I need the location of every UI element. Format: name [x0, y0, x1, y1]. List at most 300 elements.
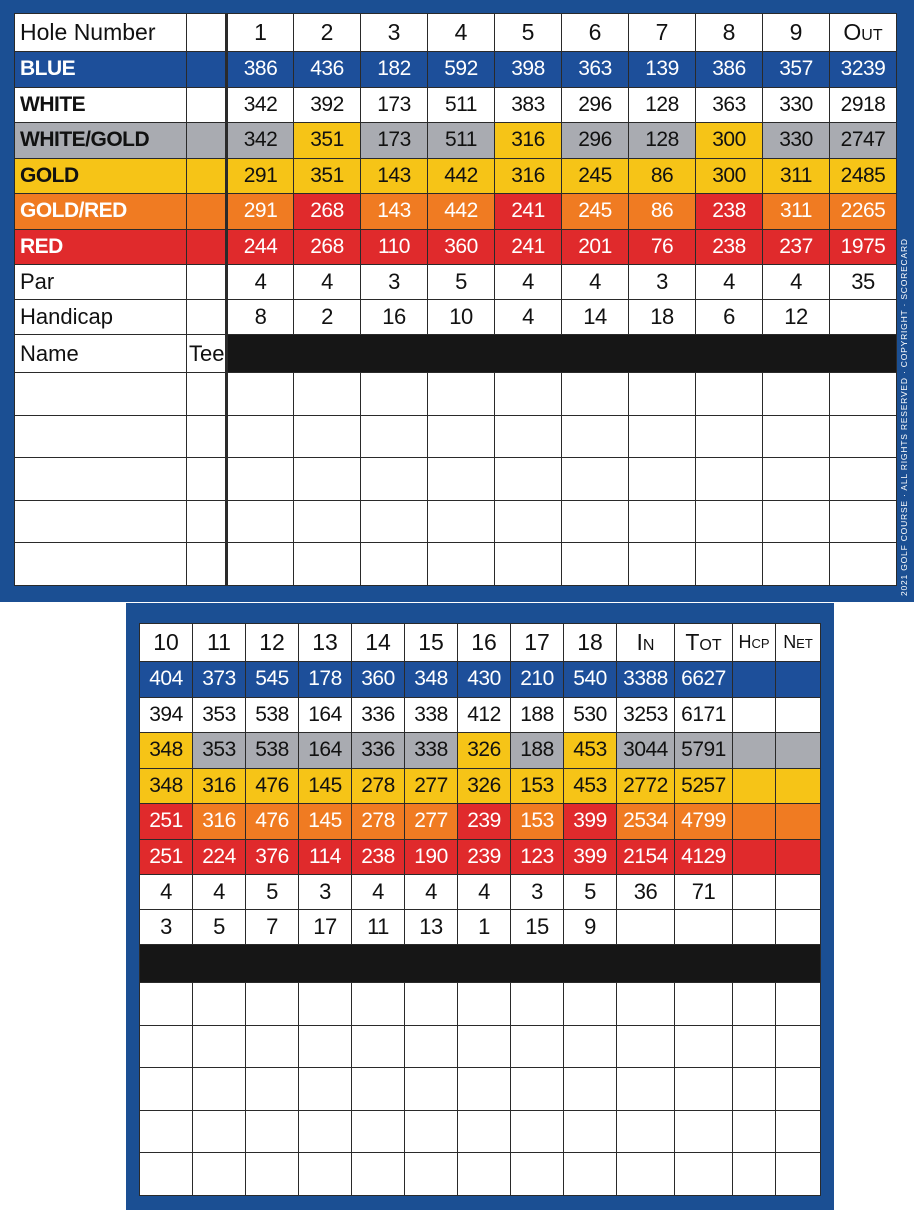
score-entry-cell[interactable] [352, 1110, 405, 1153]
player-score-row [15, 500, 897, 543]
hcp-entry-cell[interactable] [733, 804, 776, 840]
score-entry-cell[interactable] [617, 1025, 675, 1068]
hcp-entry-cell[interactable] [733, 839, 776, 875]
score-entry-cell[interactable] [246, 1110, 299, 1153]
score-entry-cell[interactable] [830, 458, 897, 501]
tee-name-label: WHITE/GOLD [15, 123, 187, 159]
score-entry-cell[interactable] [763, 415, 830, 458]
score-entry-cell[interactable] [763, 458, 830, 501]
yardage-cell: 128 [629, 123, 696, 159]
yardage-cell: 348 [405, 662, 458, 698]
yardage-cell: 296 [562, 87, 629, 123]
net-entry-cell[interactable] [776, 733, 821, 769]
score-entry-cell[interactable] [193, 983, 246, 1026]
score-entry-cell[interactable] [299, 1153, 352, 1196]
player-tee-cell[interactable] [187, 373, 227, 416]
score-entry-cell[interactable] [458, 1068, 511, 1111]
score-entry-cell[interactable] [511, 983, 564, 1026]
score-entry-cell[interactable] [246, 1153, 299, 1196]
score-entry-cell[interactable] [140, 1068, 193, 1111]
yardage-cell: 540 [564, 662, 617, 698]
par-in-cell: 36 [617, 875, 675, 910]
score-entry-cell[interactable] [428, 415, 495, 458]
player-score-row-back [140, 1153, 821, 1196]
score-entry-cell[interactable] [405, 1153, 458, 1196]
yardage-cell: 239 [458, 839, 511, 875]
score-entry-cell[interactable] [562, 458, 629, 501]
score-entry-cell[interactable] [830, 415, 897, 458]
score-entry-cell[interactable] [564, 1153, 617, 1196]
yardage-cell: 237 [763, 229, 830, 265]
hole-number-cell: 1 [227, 14, 294, 52]
score-entry-cell[interactable] [830, 373, 897, 416]
par-cell: 3 [511, 875, 564, 910]
net-entry-cell[interactable] [776, 875, 821, 910]
net-entry-cell[interactable] [776, 662, 821, 698]
score-entry-cell[interactable] [294, 415, 361, 458]
score-entry-cell[interactable] [629, 543, 696, 586]
yardage-cell: 373 [193, 662, 246, 698]
score-entry-cell[interactable] [696, 415, 763, 458]
yardage-cell: 128 [629, 87, 696, 123]
copyright-notice: © 2021 GOLF COURSE · ALL RIGHTS RESERVED · COPYRIGHT · SCORECARD [899, 238, 909, 610]
yardage-cell: 278 [352, 804, 405, 840]
yardage-cell: 392 [294, 87, 361, 123]
score-entry-cell[interactable] [227, 415, 294, 458]
yardage-cell: 139 [629, 52, 696, 88]
hole-number-cell: 9 [763, 14, 830, 52]
score-entry-cell[interactable] [361, 373, 428, 416]
in-total-cell: 3388 [617, 662, 675, 698]
score-entry-cell[interactable] [675, 1068, 733, 1111]
grand-total-cell: 4799 [675, 804, 733, 840]
score-entry-cell[interactable] [733, 1153, 776, 1196]
yardage-cell: 110 [361, 229, 428, 265]
handicap-cell: 14 [562, 300, 629, 335]
score-entry-cell[interactable] [227, 373, 294, 416]
par-cell: 4 [458, 875, 511, 910]
tee-row-back-white [140, 697, 821, 733]
handicap-cell: 9 [564, 910, 617, 945]
name-column-label: Name [15, 335, 187, 373]
yardage-cell: 300 [696, 123, 763, 159]
yardage-cell: 277 [405, 768, 458, 804]
hole-number-cell: 6 [562, 14, 629, 52]
grand-total-cell: 5257 [675, 768, 733, 804]
hole-number-cell: 13 [299, 624, 352, 662]
divider-row-back [140, 945, 821, 983]
score-entry-cell[interactable] [763, 373, 830, 416]
score-entry-cell[interactable] [294, 500, 361, 543]
yardage-cell: 511 [428, 87, 495, 123]
yardage-cell: 398 [495, 52, 562, 88]
yardage-cell: 342 [227, 87, 294, 123]
tee-name-label: BLUE [15, 52, 187, 88]
score-entry-cell[interactable] [511, 1068, 564, 1111]
hcp-entry-cell[interactable] [733, 662, 776, 698]
par-cell: 3 [361, 265, 428, 300]
par-cell: 4 [696, 265, 763, 300]
yardage-cell: 123 [511, 839, 564, 875]
grand-total-cell: 6171 [675, 697, 733, 733]
hcp-header: Hcp [733, 624, 776, 662]
score-entry-cell[interactable] [629, 458, 696, 501]
hole-number-cell: 11 [193, 624, 246, 662]
player-name-cell[interactable] [15, 415, 187, 458]
in-total-cell: 2154 [617, 839, 675, 875]
yardage-cell: 173 [361, 123, 428, 159]
yardage-cell: 351 [294, 123, 361, 159]
score-entry-cell[interactable] [246, 1025, 299, 1068]
player-name-cell[interactable] [15, 458, 187, 501]
score-entry-cell[interactable] [696, 458, 763, 501]
score-entry-cell[interactable] [140, 1110, 193, 1153]
yardage-cell: 336 [352, 697, 405, 733]
yardage-cell: 238 [352, 839, 405, 875]
score-entry-cell[interactable] [562, 543, 629, 586]
hcp-entry-cell[interactable] [733, 875, 776, 910]
yardage-cell: 342 [227, 123, 294, 159]
score-entry-cell[interactable] [352, 1025, 405, 1068]
yardage-cell: 363 [696, 87, 763, 123]
tee-name-label: GOLD [15, 158, 187, 194]
tee-spacer-cell [187, 300, 227, 335]
score-entry-cell[interactable] [733, 1068, 776, 1111]
score-entry-cell[interactable] [776, 1025, 821, 1068]
yardage-cell: 394 [140, 697, 193, 733]
par-cell: 3 [299, 875, 352, 910]
score-entry-cell[interactable] [352, 983, 405, 1026]
score-entry-cell[interactable] [562, 373, 629, 416]
tee-row-back-gold [140, 768, 821, 804]
par-cell: 5 [246, 875, 299, 910]
par-cell: 5 [428, 265, 495, 300]
hole-number-row [15, 14, 897, 52]
tee-row-back-blue [140, 662, 821, 698]
score-entry-cell[interactable] [629, 373, 696, 416]
yardage-cell: 386 [227, 52, 294, 88]
score-entry-cell[interactable] [617, 1068, 675, 1111]
score-entry-cell[interactable] [428, 458, 495, 501]
score-entry-cell[interactable] [352, 1068, 405, 1111]
score-entry-cell[interactable] [193, 1110, 246, 1153]
par-cell: 4 [294, 265, 361, 300]
yardage-cell: 251 [140, 839, 193, 875]
score-entry-cell[interactable] [227, 458, 294, 501]
hcp-entry-cell[interactable] [733, 910, 776, 945]
yardage-cell: 241 [495, 194, 562, 230]
score-entry-cell[interactable] [675, 1025, 733, 1068]
score-entry-cell[interactable] [294, 458, 361, 501]
score-entry-cell[interactable] [617, 1153, 675, 1196]
hole-number-cell: 15 [405, 624, 458, 662]
score-entry-cell[interactable] [776, 1068, 821, 1111]
par-cell: 4 [495, 265, 562, 300]
yardage-cell: 210 [511, 662, 564, 698]
score-entry-cell[interactable] [405, 1025, 458, 1068]
score-entry-cell[interactable] [675, 983, 733, 1026]
score-entry-cell[interactable] [246, 983, 299, 1026]
tee-spacer-cell [187, 194, 227, 230]
yardage-cell: 404 [140, 662, 193, 698]
yardage-cell: 153 [511, 768, 564, 804]
grand-total-cell: 6627 [675, 662, 733, 698]
net-entry-cell[interactable] [776, 839, 821, 875]
tee-spacer-cell [187, 14, 227, 52]
score-entry-cell[interactable] [246, 1068, 299, 1111]
yardage-cell: 430 [458, 662, 511, 698]
score-entry-cell[interactable] [830, 500, 897, 543]
tee-row-back-wg [140, 733, 821, 769]
yardage-cell: 330 [763, 87, 830, 123]
yardage-cell: 241 [495, 229, 562, 265]
par-row [15, 265, 897, 300]
yardage-cell: 291 [227, 158, 294, 194]
yardage-cell: 363 [562, 52, 629, 88]
score-entry-cell[interactable] [617, 983, 675, 1026]
yardage-cell: 348 [140, 768, 193, 804]
yardage-cell: 76 [629, 229, 696, 265]
score-entry-cell[interactable] [629, 500, 696, 543]
par-tot-cell: 71 [675, 875, 733, 910]
hole-number-cell: 16 [458, 624, 511, 662]
yardage-cell: 224 [193, 839, 246, 875]
score-entry-cell[interactable] [564, 1068, 617, 1111]
score-entry-cell[interactable] [562, 415, 629, 458]
par-cell: 4 [140, 875, 193, 910]
score-entry-cell[interactable] [294, 373, 361, 416]
player-name-cell[interactable] [15, 500, 187, 543]
tee-spacer-cell [187, 265, 227, 300]
score-entry-cell[interactable] [629, 415, 696, 458]
handicap-cell: 13 [405, 910, 458, 945]
score-entry-cell[interactable] [299, 983, 352, 1026]
handicap-cell: 8 [227, 300, 294, 335]
score-entry-cell[interactable] [140, 1025, 193, 1068]
yardage-cell: 300 [696, 158, 763, 194]
score-entry-cell[interactable] [776, 1110, 821, 1153]
score-entry-cell[interactable] [776, 1153, 821, 1196]
score-entry-cell[interactable] [495, 415, 562, 458]
yardage-cell: 201 [562, 229, 629, 265]
par-cell: 4 [193, 875, 246, 910]
score-entry-cell[interactable] [299, 1025, 352, 1068]
yardage-cell: 442 [428, 194, 495, 230]
handicap-cell: 15 [511, 910, 564, 945]
score-entry-cell[interactable] [733, 983, 776, 1026]
hole-number-cell: 17 [511, 624, 564, 662]
score-entry-cell[interactable] [428, 543, 495, 586]
yardage-cell: 311 [763, 158, 830, 194]
score-entry-cell[interactable] [361, 500, 428, 543]
player-name-cell[interactable] [15, 373, 187, 416]
score-entry-cell[interactable] [140, 983, 193, 1026]
score-entry-cell[interactable] [562, 500, 629, 543]
score-entry-cell[interactable] [776, 983, 821, 1026]
hcp-entry-cell[interactable] [733, 768, 776, 804]
score-entry-cell[interactable] [405, 983, 458, 1026]
name-header-row [15, 335, 897, 373]
yardage-cell: 291 [227, 194, 294, 230]
player-name-cell[interactable] [15, 543, 187, 586]
score-entry-cell[interactable] [193, 1068, 246, 1111]
score-entry-cell[interactable] [458, 1153, 511, 1196]
handicap-cell: 3 [140, 910, 193, 945]
score-entry-cell[interactable] [696, 373, 763, 416]
hole-number-row-back [140, 624, 821, 662]
score-entry-cell[interactable] [140, 1153, 193, 1196]
tee-spacer-cell [187, 158, 227, 194]
yardage-cell: 592 [428, 52, 495, 88]
score-entry-cell[interactable] [361, 458, 428, 501]
yardage-cell: 316 [193, 768, 246, 804]
handicap-cell: 2 [294, 300, 361, 335]
hole-number-cell: 12 [246, 624, 299, 662]
scorecard-back [126, 603, 834, 1210]
yardage-cell: 338 [405, 697, 458, 733]
yardage-cell: 173 [361, 87, 428, 123]
yardage-cell: 164 [299, 733, 352, 769]
score-entry-cell[interactable] [696, 543, 763, 586]
tee-row-white [15, 87, 897, 123]
hole-number-cell: 3 [361, 14, 428, 52]
score-entry-cell[interactable] [675, 1153, 733, 1196]
score-entry-cell[interactable] [564, 983, 617, 1026]
yardage-cell: 348 [140, 733, 193, 769]
in-total-cell: 3044 [617, 733, 675, 769]
score-entry-cell[interactable] [511, 1153, 564, 1196]
handicap-label: Handicap [15, 300, 187, 335]
handicap-total-cell [830, 300, 897, 335]
tee-name-label: GOLD/RED [15, 194, 187, 230]
tee-spacer-cell [187, 87, 227, 123]
score-entry-cell[interactable] [227, 543, 294, 586]
score-entry-cell[interactable] [193, 1153, 246, 1196]
in-total-cell: 2534 [617, 804, 675, 840]
score-entry-cell[interactable] [193, 1025, 246, 1068]
score-entry-cell[interactable] [733, 1110, 776, 1153]
score-entry-cell[interactable] [675, 1110, 733, 1153]
player-tee-cell[interactable] [187, 543, 227, 586]
score-entry-cell[interactable] [495, 543, 562, 586]
grand-total-header: Tot [675, 624, 733, 662]
tee-row-red [15, 229, 897, 265]
player-tee-cell[interactable] [187, 500, 227, 543]
front-nine-table [14, 13, 897, 586]
handicap-row [15, 300, 897, 335]
yardage-cell: 188 [511, 697, 564, 733]
score-entry-cell[interactable] [361, 415, 428, 458]
score-entry-cell[interactable] [564, 1110, 617, 1153]
tee-spacer-cell [187, 52, 227, 88]
score-entry-cell[interactable] [352, 1153, 405, 1196]
score-entry-cell[interactable] [458, 1025, 511, 1068]
score-entry-cell[interactable] [733, 1025, 776, 1068]
score-entry-cell[interactable] [405, 1110, 458, 1153]
score-entry-cell[interactable] [294, 543, 361, 586]
tee-spacer-cell [187, 229, 227, 265]
score-entry-cell[interactable] [763, 543, 830, 586]
handicap-in-cell [617, 910, 675, 945]
score-entry-cell[interactable] [564, 1025, 617, 1068]
net-entry-cell[interactable] [776, 910, 821, 945]
score-entry-cell[interactable] [830, 543, 897, 586]
score-entry-cell[interactable] [495, 500, 562, 543]
net-entry-cell[interactable] [776, 804, 821, 840]
hcp-entry-cell[interactable] [733, 733, 776, 769]
par-cell: 3 [629, 265, 696, 300]
score-entry-cell[interactable] [428, 373, 495, 416]
score-entry-cell[interactable] [458, 983, 511, 1026]
score-entry-cell[interactable] [696, 500, 763, 543]
tee-row-back-gr [140, 804, 821, 840]
score-entry-cell[interactable] [428, 500, 495, 543]
player-tee-cell[interactable] [187, 458, 227, 501]
yardage-cell: 190 [405, 839, 458, 875]
yardage-cell: 188 [511, 733, 564, 769]
hole-number-cell: 10 [140, 624, 193, 662]
handicap-cell: 1 [458, 910, 511, 945]
yardage-cell: 453 [564, 733, 617, 769]
handicap-cell: 4 [495, 300, 562, 335]
yardage-cell: 239 [458, 804, 511, 840]
par-cell: 4 [352, 875, 405, 910]
yardage-total-cell: 2918 [830, 87, 897, 123]
score-entry-cell[interactable] [299, 1068, 352, 1111]
score-entry-cell[interactable] [617, 1110, 675, 1153]
handicap-cell: 11 [352, 910, 405, 945]
score-entry-cell[interactable] [511, 1025, 564, 1068]
hole-number-cell: 8 [696, 14, 763, 52]
score-entry-cell[interactable] [299, 1110, 352, 1153]
score-entry-cell[interactable] [405, 1068, 458, 1111]
yardage-cell: 316 [495, 158, 562, 194]
par-cell: 5 [564, 875, 617, 910]
yardage-cell: 538 [246, 697, 299, 733]
tee-row-gold [15, 158, 897, 194]
yardage-cell: 326 [458, 733, 511, 769]
yardage-cell: 360 [428, 229, 495, 265]
score-entry-cell[interactable] [361, 543, 428, 586]
score-entry-cell[interactable] [763, 500, 830, 543]
yardage-cell: 360 [352, 662, 405, 698]
yardage-cell: 338 [405, 733, 458, 769]
player-score-row [15, 543, 897, 586]
yardage-total-cell: 1975 [830, 229, 897, 265]
back-nine-table [139, 623, 821, 1196]
divider-bar [227, 335, 897, 373]
par-total-cell: 35 [830, 265, 897, 300]
tee-column-label: Tee [187, 335, 227, 373]
yardage-cell: 143 [361, 158, 428, 194]
net-entry-cell[interactable] [776, 768, 821, 804]
player-tee-cell[interactable] [187, 415, 227, 458]
handicap-row-back [140, 910, 821, 945]
score-entry-cell[interactable] [458, 1110, 511, 1153]
yardage-cell: 399 [564, 804, 617, 840]
hcp-entry-cell[interactable] [733, 697, 776, 733]
score-entry-cell[interactable] [495, 373, 562, 416]
score-entry-cell[interactable] [227, 500, 294, 543]
yardage-cell: 511 [428, 123, 495, 159]
tee-row-wg [15, 123, 897, 159]
in-total-header: In [617, 624, 675, 662]
yardage-cell: 178 [299, 662, 352, 698]
score-entry-cell[interactable] [495, 458, 562, 501]
net-entry-cell[interactable] [776, 697, 821, 733]
score-entry-cell[interactable] [511, 1110, 564, 1153]
yardage-cell: 316 [193, 804, 246, 840]
